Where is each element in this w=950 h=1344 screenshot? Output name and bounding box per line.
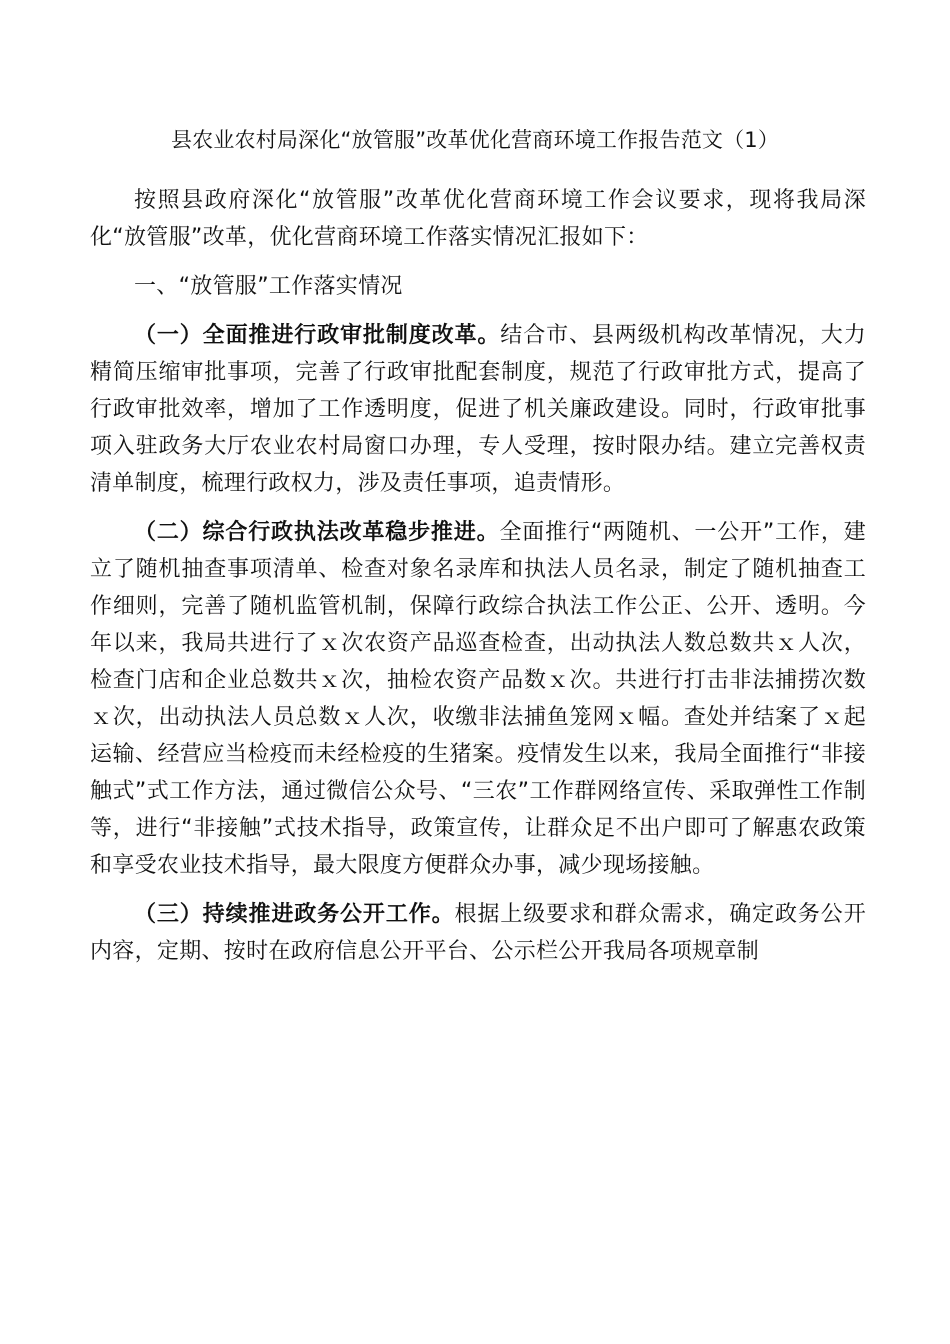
intro-paragraph: 按照县政府深化“放管服”改革优化营商环境工作会议要求，现将我局深化“放管服”改革，优化营商环境工作落实情况汇报如下： bbox=[90, 188, 866, 250]
item-paragraph-3 bbox=[90, 896, 866, 970]
document-body bbox=[90, 182, 866, 970]
item-text-2: 全面推行“两随机、一公开”工作，建立了随机抽查事项清单、检查对象名录库和执法人员名录，制定了随机抽查工作细则，完善了随机监管机制，保障行政综合执法工作公正、公开、透明。今年以来，我局共进行了ｘ次农资产品巡查检查，出动执法人数总数共ｘ人次，检查门店和企业总数共ｘ次，抽检农资产品数ｘ次。共进行打击非法捕捞次数ｘ次，出动执法人员总数ｘ人次，收缴非法捕鱼笼网ｘ幅。查处并结案了ｘ起运输、经营应当检疫而未经检疫的生猪案。疫情发生以来，我局全面推行“非接触式”式工作方法，通过微信公众号、“三农”工作群网络宣传、采取弹性工作制等，进行“非接触”式技术指导，政策宣传，让群众足不出户即可了解惠农政策和享受农业技术指导，最大限度方便群众办事，减少现场接触。 bbox=[90, 520, 866, 878]
item-lead-3: （三）持续推进政务公开工作。 bbox=[134, 902, 455, 927]
item-paragraph-2 bbox=[90, 514, 866, 884]
section-heading: 一、“放管服”工作落实情况 bbox=[134, 274, 403, 299]
document-title: 县农业农村局深化“放管服”改革优化营商环境工作报告范文（1） bbox=[170, 128, 780, 152]
item-paragraph-1 bbox=[90, 317, 866, 502]
item-lead-1: （一）全面推进行政审批制度改革。 bbox=[134, 323, 501, 348]
item-lead-2: （二）综合行政执法改革稳步推进。 bbox=[134, 520, 500, 545]
item-text-1: 结合市、县两级机构改革情况，大力精简压缩审批事项，完善了行政审批配套制度，规范了行政审批方式，提高了行政审批效率，增加了工作透明度，促进了机关廉政建设。同时，行政审批事项入驻政务大厅农业农村局窗口办理，专人受理，按时限办结。建立完善权责清单制度，梳理行政权力，涉及责任事项，追责情形。 bbox=[90, 323, 866, 496]
item-text-3: 根据上级要求和群众需求，确定政务公开内容，定期、按时在政府信息公开平台、公示栏公开我局各项规章制 bbox=[90, 902, 867, 964]
